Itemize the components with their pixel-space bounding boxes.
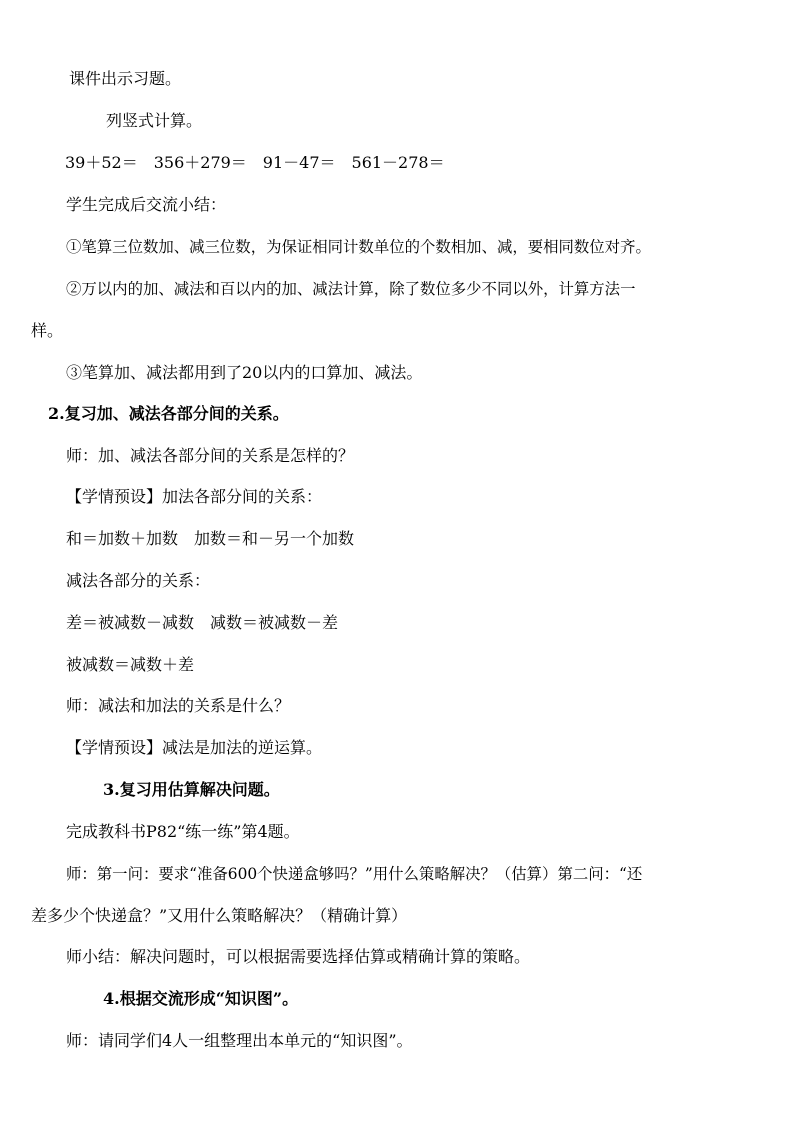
text-line: 师：加、减法各部分间的关系是怎样的？ <box>66 446 355 465</box>
text-line: 和＝加数＋加数 加数＝和－另一个加数 <box>66 529 355 548</box>
text-line: 差＝被减数－减数 减数＝被减数－差 <box>66 613 339 632</box>
text-line: 被减数＝减数＋差 <box>66 655 195 674</box>
text-line: 列竖式计算。 <box>106 111 203 130</box>
text-line: 师小结：解决问题时，可以根据需要选择估算或精确计算的策略。 <box>66 947 531 966</box>
section-heading: 4.根据交流形成“知识图”。 <box>103 989 299 1008</box>
text-line: 课件出示习题。 <box>69 69 182 88</box>
text-line: 师：第一问：要求“准备600个快递盒够吗？”用什么策略解决？（估算）第二问：“还 <box>66 865 643 883</box>
text-line: 师：减法和加法的关系是什么？ <box>66 696 291 715</box>
text-line: 学生完成后交流小结： <box>66 195 227 214</box>
text-line: 39＋52＝ 356＋279＝ 91－47＝ 561－278＝ <box>65 153 445 172</box>
section-heading: 2.复习加、减法各部分间的关系。 <box>48 404 289 423</box>
text-line: 减法各部分的关系： <box>66 571 211 590</box>
text-line: 样。 <box>31 321 64 340</box>
text-line: 师：请同学们4人一组整理出本单元的“知识图”。 <box>66 1031 413 1050</box>
text-line: ②万以内的加、减法和百以内的加、减法计算，除了数位多少不同以外，计算方法一 <box>66 280 636 298</box>
text-line: ③笔算加、减法都用到了20以内的口算加、减法。 <box>66 363 423 382</box>
text-line: 【学情预设】减法是加法的逆运算。 <box>66 738 323 757</box>
text-line: ①笔算三位数加、减三位数，为保证相同计数单位的个数相加、减，要相同数位对齐。 <box>66 238 651 256</box>
text-line: 完成教科书P82“练一练”第4题。 <box>66 822 300 841</box>
text-line: 差多少个快递盒？”又用什么策略解决？（精确计算） <box>31 906 408 925</box>
section-heading: 3.复习用估算解决问题。 <box>103 780 280 799</box>
text-line: 【学情预设】加法各部分间的关系： <box>66 487 323 506</box>
